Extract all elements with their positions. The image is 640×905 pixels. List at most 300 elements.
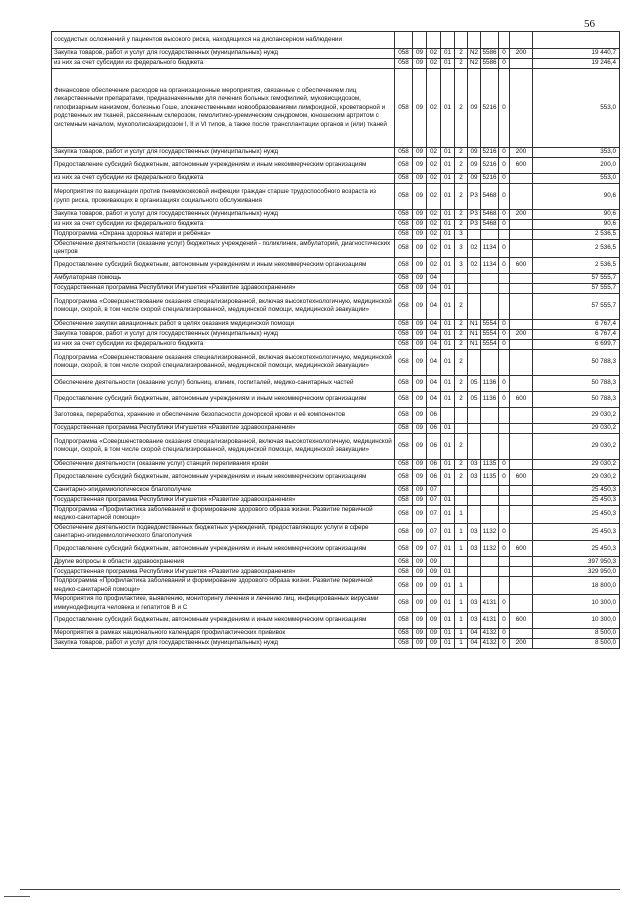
code-rz-cell: 09 [413, 505, 427, 523]
code-rz-cell: 09 [413, 541, 427, 557]
code-gr-cell: 058 [395, 541, 413, 557]
code-pr-cell: 02 [427, 69, 441, 148]
row-amount-cell: 553,0 [533, 69, 620, 148]
code-gr-cell: 058 [395, 174, 413, 184]
code-cs3-cell: 03 [468, 541, 481, 557]
code-cs3-cell: N2 [468, 49, 481, 59]
code-cs1-cell: 01 [441, 541, 455, 557]
code-rz-cell: 09 [413, 293, 427, 319]
code-rz-cell: 09 [413, 319, 427, 329]
code-vr-cell [510, 184, 533, 210]
code-pr-cell: 02 [427, 148, 441, 158]
code-cs4-cell [481, 349, 499, 375]
code-cs2-cell: 1 [455, 505, 468, 523]
code-vr-cell [510, 230, 533, 240]
code-vr-cell [510, 174, 533, 184]
code-cs3-cell: 05 [468, 391, 481, 407]
row-amount-cell: 2 536,5 [533, 240, 620, 258]
table-row [52, 391, 620, 407]
code-vr-cell [510, 69, 533, 148]
code-cs4-cell: 1134 [481, 240, 499, 258]
code-cs2-cell: 2 [455, 459, 468, 469]
code-cs5-cell: 0 [499, 148, 510, 158]
code-rz-cell: 09 [413, 257, 427, 273]
code-rz-cell: 09 [413, 577, 427, 595]
code-cs3-cell: P3 [468, 184, 481, 210]
code-cs1-cell: 01 [441, 230, 455, 240]
code-cs2-cell: 3 [455, 230, 468, 240]
code-cs5-cell: 0 [499, 391, 510, 407]
row-amount-cell: 29 030,2 [533, 407, 620, 423]
code-cs1-cell: 01 [441, 220, 455, 230]
code-pr-cell: 02 [427, 210, 441, 220]
code-cs1-cell: 01 [441, 210, 455, 220]
table-row [52, 184, 620, 210]
table-row [52, 613, 620, 629]
code-pr-cell: 06 [427, 459, 441, 469]
code-cs1-cell [441, 273, 455, 283]
code-vr-cell [510, 407, 533, 423]
table-row [52, 505, 620, 523]
code-cs4-cell: 5554 [481, 339, 499, 349]
code-cs4-cell [481, 423, 499, 433]
code-pr-cell: 06 [427, 433, 441, 459]
code-cs5-cell [499, 485, 510, 495]
code-vr-cell: 600 [510, 257, 533, 273]
code-vr-cell [510, 283, 533, 293]
row-name-cell: Амбулаторная помощь [52, 273, 395, 283]
code-vr-cell [510, 220, 533, 230]
table-row [52, 240, 620, 258]
row-name-cell: Государственная программа Республики Ингушетия «Развитие здравоохранения» [52, 423, 395, 433]
code-gr-cell: 058 [395, 329, 413, 339]
code-cs1-cell: 01 [441, 148, 455, 158]
code-cs1-cell [441, 32, 455, 49]
code-cs1-cell: 01 [441, 329, 455, 339]
code-cs3-cell: 03 [468, 469, 481, 485]
code-pr-cell: 09 [427, 577, 441, 595]
code-pr-cell: 04 [427, 273, 441, 283]
code-gr-cell: 058 [395, 613, 413, 629]
code-cs4-cell: 1134 [481, 257, 499, 273]
row-name-cell: Обеспечение деятельности (оказание услуг) больниц, клиник, госпиталей, медико-санитарных частей [52, 375, 395, 391]
code-cs5-cell [499, 283, 510, 293]
code-cs2-cell: 2 [455, 349, 468, 375]
row-amount-cell: 25 450,3 [533, 485, 620, 495]
row-amount-cell: 6 699,7 [533, 339, 620, 349]
table-row [52, 293, 620, 319]
code-cs5-cell [499, 230, 510, 240]
code-vr-cell [510, 349, 533, 375]
table-row [52, 567, 620, 577]
code-cs4-cell: 5586 [481, 59, 499, 69]
row-name-cell: Обеспечение деятельности (оказание услуг) бюджетных учреждений - поликлиник, амбулаторий, диагностических центров [52, 240, 395, 258]
table-row [52, 158, 620, 174]
code-rz-cell: 09 [413, 148, 427, 158]
budget-table [51, 31, 620, 649]
row-name-cell: Подпрограмма «Профилактика заболеваний и формирование здорового образа жизни. Развитие первичной медико-санитарной помощи» [52, 505, 395, 523]
code-cs1-cell: 01 [441, 59, 455, 69]
code-pr-cell [427, 32, 441, 49]
row-amount-cell: 50 788,3 [533, 375, 620, 391]
code-gr-cell: 058 [395, 567, 413, 577]
row-amount-cell: 2 536,5 [533, 257, 620, 273]
code-cs1-cell: 01 [441, 240, 455, 258]
code-rz-cell: 09 [413, 407, 427, 423]
code-cs3-cell: P3 [468, 220, 481, 230]
table-row [52, 639, 620, 649]
code-cs4-cell: 4132 [481, 629, 499, 639]
code-cs2-cell [455, 423, 468, 433]
table-row [52, 407, 620, 423]
row-amount-cell: 90,6 [533, 220, 620, 230]
row-name-cell: Обеспечение закупки авиационных работ в целях оказания медицинской помощи [52, 319, 395, 329]
code-vr-cell [510, 339, 533, 349]
row-name-cell: Подпрограмма «Охрана здоровья матери и ребёнка» [52, 230, 395, 240]
row-amount-cell: 18 800,0 [533, 577, 620, 595]
code-rz-cell: 09 [413, 613, 427, 629]
bottom-rule-mark [4, 896, 30, 897]
code-gr-cell [395, 32, 413, 49]
code-cs3-cell [468, 349, 481, 375]
row-amount-cell: 25 450,3 [533, 523, 620, 541]
code-gr-cell: 058 [395, 339, 413, 349]
code-rz-cell: 09 [413, 523, 427, 541]
code-cs5-cell: 0 [499, 541, 510, 557]
code-gr-cell: 058 [395, 158, 413, 174]
code-cs2-cell: 2 [455, 59, 468, 69]
code-cs5-cell [499, 567, 510, 577]
code-rz-cell: 09 [413, 595, 427, 613]
code-pr-cell: 02 [427, 240, 441, 258]
table-row [52, 329, 620, 339]
table-row [52, 485, 620, 495]
code-pr-cell: 09 [427, 567, 441, 577]
code-cs3-cell [468, 433, 481, 459]
code-cs5-cell: 0 [499, 595, 510, 613]
code-gr-cell: 058 [395, 505, 413, 523]
code-pr-cell: 07 [427, 485, 441, 495]
code-rz-cell: 09 [413, 459, 427, 469]
code-rz-cell: 09 [413, 629, 427, 639]
row-name-cell: сосудистых осложнений у пациентов высокого риска, находящихся на диспансерном наблюдении [52, 32, 395, 49]
code-vr-cell [510, 273, 533, 283]
row-name-cell: Обеспечение деятельности (оказание услуг) станций переливания крови [52, 459, 395, 469]
code-cs1-cell: 01 [441, 595, 455, 613]
code-cs2-cell: 2 [455, 329, 468, 339]
row-amount-cell: 25 450,3 [533, 541, 620, 557]
code-cs3-cell: 03 [468, 595, 481, 613]
code-cs3-cell [468, 485, 481, 495]
row-amount-cell: 50 788,3 [533, 349, 620, 375]
code-cs4-cell: 5216 [481, 174, 499, 184]
code-cs2-cell: 2 [455, 469, 468, 485]
code-cs5-cell: 0 [499, 257, 510, 273]
code-cs2-cell [455, 557, 468, 567]
row-amount-cell: 90,6 [533, 184, 620, 210]
row-name-cell: Мероприятия в рамках национального календаря профилактических прививок [52, 629, 395, 639]
code-cs4-cell [481, 32, 499, 49]
table-row [52, 319, 620, 329]
code-vr-cell: 200 [510, 329, 533, 339]
code-cs5-cell: 0 [499, 523, 510, 541]
code-cs3-cell [468, 505, 481, 523]
table-row [52, 557, 620, 567]
code-rz-cell: 09 [413, 349, 427, 375]
code-vr-cell [510, 557, 533, 567]
code-rz-cell: 09 [413, 283, 427, 293]
table-row [52, 220, 620, 230]
code-rz-cell: 09 [413, 230, 427, 240]
code-cs2-cell: 2 [455, 158, 468, 174]
table-row [52, 59, 620, 69]
row-amount-cell: 19 246,4 [533, 59, 620, 69]
code-pr-cell: 04 [427, 283, 441, 293]
code-vr-cell [510, 495, 533, 505]
code-gr-cell: 058 [395, 391, 413, 407]
code-cs5-cell: 0 [499, 329, 510, 339]
row-name-cell: из них за счет субсидии из федерального бюджета [52, 59, 395, 69]
table-row [52, 523, 620, 541]
code-rz-cell: 09 [413, 469, 427, 485]
code-cs2-cell: 1 [455, 639, 468, 649]
code-cs1-cell [441, 557, 455, 567]
code-cs4-cell [481, 230, 499, 240]
code-pr-cell: 09 [427, 629, 441, 639]
code-cs4-cell: 5586 [481, 49, 499, 59]
code-vr-cell [510, 523, 533, 541]
code-cs3-cell: 09 [468, 158, 481, 174]
code-rz-cell: 09 [413, 329, 427, 339]
code-pr-cell: 09 [427, 639, 441, 649]
table-row [52, 595, 620, 613]
row-name-cell: Обеспечение деятельности подведомственных бюджетных учреждений, предоставляющих услуги в сфере санитарно-эпидемиологического благополучия [52, 523, 395, 541]
code-vr-cell [510, 485, 533, 495]
code-vr-cell [510, 59, 533, 69]
code-vr-cell [510, 32, 533, 49]
code-cs5-cell [499, 32, 510, 49]
row-amount-cell: 29 030,2 [533, 459, 620, 469]
code-cs1-cell: 01 [441, 49, 455, 59]
code-gr-cell: 058 [395, 557, 413, 567]
code-cs2-cell: 1 [455, 613, 468, 629]
code-gr-cell: 058 [395, 293, 413, 319]
code-pr-cell: 07 [427, 505, 441, 523]
code-cs3-cell: 09 [468, 148, 481, 158]
code-pr-cell: 02 [427, 59, 441, 69]
code-cs2-cell [455, 283, 468, 293]
code-gr-cell: 058 [395, 240, 413, 258]
code-cs3-cell: 03 [468, 459, 481, 469]
code-cs5-cell [499, 407, 510, 423]
code-pr-cell: 06 [427, 407, 441, 423]
code-cs5-cell: 0 [499, 49, 510, 59]
row-amount-cell: 553,0 [533, 174, 620, 184]
code-cs3-cell: P3 [468, 210, 481, 220]
code-cs5-cell: 0 [499, 158, 510, 174]
row-amount-cell: 50 788,3 [533, 391, 620, 407]
code-cs3-cell [468, 273, 481, 283]
code-cs5-cell [499, 273, 510, 283]
row-name-cell: Предоставление субсидий бюджетным, автономным учреждениям и иным некоммерческим организациям [52, 257, 395, 273]
code-vr-cell [510, 375, 533, 391]
code-cs2-cell: 1 [455, 595, 468, 613]
row-name-cell: Другие вопросы в области здравоохранения [52, 557, 395, 567]
code-pr-cell: 06 [427, 469, 441, 485]
code-rz-cell: 09 [413, 639, 427, 649]
row-amount-cell: 29 030,2 [533, 423, 620, 433]
code-cs4-cell: 5216 [481, 158, 499, 174]
row-name-cell: Предоставление субсидий бюджетным, автономным учреждениям и иным некоммерческим организациям [52, 391, 395, 407]
code-gr-cell: 058 [395, 469, 413, 485]
row-name-cell: Финансовое обеспечение расходов на организационные мероприятия, связанные с обеспечением лиц лекарственными препаратами, предназначенными для лечения больных гемофилией, муковисцидозом, гипофизарным нанизмом, болезнью Гоше, злокачественными новообразованиями лимфоидной, кроветворной и родственных им тканей, рассеянным склерозом, гемолитико-уремическим синдромом, юношеским артритом с системным началом, мукополисахаридозом I, II и VI типов, а также после трансплантации органов и (или) тканей [52, 69, 395, 148]
code-cs5-cell: 0 [499, 613, 510, 629]
code-rz-cell: 09 [413, 485, 427, 495]
row-name-cell: Подпрограмма «Совершенствование оказания специализированной, включая высокотехнологичную, медицинской помощи, скорой, в том числе скорой специализированной, медицинской помощи, медицинской эвакуации» [52, 349, 395, 375]
row-name-cell: Закупка товаров, работ и услуг для государственных (муниципальных) нужд [52, 148, 395, 158]
code-cs2-cell: 2 [455, 148, 468, 158]
code-pr-cell: 02 [427, 230, 441, 240]
code-cs3-cell: 04 [468, 639, 481, 649]
code-cs3-cell: 09 [468, 174, 481, 184]
code-cs4-cell: 5554 [481, 329, 499, 339]
code-cs2-cell: 2 [455, 293, 468, 319]
table-row [52, 230, 620, 240]
code-rz-cell: 09 [413, 375, 427, 391]
code-cs2-cell: 2 [455, 319, 468, 329]
code-cs5-cell: 0 [499, 210, 510, 220]
code-cs5-cell: 0 [499, 184, 510, 210]
code-cs3-cell [468, 293, 481, 319]
code-cs3-cell: N1 [468, 329, 481, 339]
row-name-cell: Закупка товаров, работ и услуг для государственных (муниципальных) нужд [52, 329, 395, 339]
row-amount-cell: 200,0 [533, 158, 620, 174]
table-row [52, 423, 620, 433]
code-pr-cell: 04 [427, 391, 441, 407]
code-cs4-cell [481, 273, 499, 283]
code-gr-cell: 058 [395, 629, 413, 639]
code-rz-cell: 09 [413, 174, 427, 184]
row-name-cell: Предоставление субсидий бюджетным, автономным учреждениям и иным некоммерческим организациям [52, 469, 395, 485]
code-cs4-cell: 5216 [481, 69, 499, 148]
code-pr-cell: 02 [427, 49, 441, 59]
table-row [52, 257, 620, 273]
row-amount-cell: 10 300,0 [533, 595, 620, 613]
code-cs4-cell: 4132 [481, 639, 499, 649]
code-cs5-cell [499, 293, 510, 319]
code-cs5-cell [499, 349, 510, 375]
table-row [52, 148, 620, 158]
code-gr-cell: 058 [395, 257, 413, 273]
row-name-cell: Подпрограмма «Профилактика заболеваний и формирование здорового образа жизни. Развитие первичной медико-санитарной помощи» [52, 577, 395, 595]
code-cs5-cell [499, 433, 510, 459]
code-rz-cell: 09 [413, 433, 427, 459]
code-pr-cell: 04 [427, 375, 441, 391]
code-cs2-cell: 1 [455, 541, 468, 557]
code-gr-cell: 058 [395, 349, 413, 375]
code-cs3-cell [468, 495, 481, 505]
code-gr-cell: 058 [395, 375, 413, 391]
row-name-cell: Закупка товаров, работ и услуг для государственных (муниципальных) нужд [52, 639, 395, 649]
code-gr-cell: 058 [395, 423, 413, 433]
row-name-cell: Закупка товаров, работ и услуг для государственных (муниципальных) нужд [52, 210, 395, 220]
row-name-cell: из них за счет субсидии из федерального бюджета [52, 339, 395, 349]
row-amount-cell: 29 030,2 [533, 469, 620, 485]
code-cs5-cell [499, 505, 510, 523]
row-name-cell: Предоставление субсидий бюджетным, автономным учреждениям и иным некоммерческим организациям [52, 158, 395, 174]
code-cs1-cell: 01 [441, 459, 455, 469]
code-gr-cell: 058 [395, 230, 413, 240]
row-amount-cell: 10 300,0 [533, 613, 620, 629]
code-vr-cell [510, 629, 533, 639]
code-cs1-cell: 01 [441, 69, 455, 148]
row-amount-cell [533, 32, 620, 49]
code-cs3-cell: 09 [468, 69, 481, 148]
code-cs1-cell: 01 [441, 293, 455, 319]
table-row [52, 273, 620, 283]
code-cs1-cell: 01 [441, 339, 455, 349]
row-amount-cell: 2 536,5 [533, 230, 620, 240]
code-cs4-cell [481, 505, 499, 523]
code-rz-cell: 09 [413, 184, 427, 210]
code-pr-cell: 02 [427, 257, 441, 273]
code-cs1-cell: 01 [441, 391, 455, 407]
code-rz-cell: 09 [413, 59, 427, 69]
row-name-cell: Предоставление субсидий бюджетным, автономным учреждениям и иным некоммерческим организациям [52, 541, 395, 557]
code-rz-cell: 09 [413, 567, 427, 577]
code-pr-cell: 07 [427, 495, 441, 505]
code-gr-cell: 058 [395, 148, 413, 158]
code-gr-cell: 058 [395, 523, 413, 541]
code-gr-cell: 058 [395, 433, 413, 459]
code-cs3-cell [468, 32, 481, 49]
code-cs5-cell: 0 [499, 339, 510, 349]
code-rz-cell [413, 32, 427, 49]
row-name-cell: Подпрограмма «Совершенствование оказания специализированной, включая высокотехнологичную, медицинской помощи, скорой, в том числе скорой специализированной, медицинской помощи, медицинской эвакуации» [52, 433, 395, 459]
code-cs5-cell: 0 [499, 639, 510, 649]
code-cs1-cell: 01 [441, 495, 455, 505]
code-cs2-cell [455, 273, 468, 283]
code-vr-cell [510, 433, 533, 459]
code-cs5-cell: 0 [499, 69, 510, 148]
code-cs2-cell: 1 [455, 629, 468, 639]
code-cs2-cell: 2 [455, 220, 468, 230]
code-rz-cell: 09 [413, 339, 427, 349]
row-amount-cell: 25 450,3 [533, 505, 620, 523]
table-row [52, 459, 620, 469]
code-cs2-cell: 1 [455, 523, 468, 541]
code-cs2-cell: 2 [455, 375, 468, 391]
code-cs2-cell: 2 [455, 184, 468, 210]
code-vr-cell [510, 293, 533, 319]
code-cs2-cell [455, 485, 468, 495]
code-cs5-cell: 0 [499, 469, 510, 485]
code-cs4-cell: 1132 [481, 541, 499, 557]
code-cs4-cell: 1135 [481, 469, 499, 485]
table-row [52, 210, 620, 220]
code-cs1-cell: 01 [441, 469, 455, 485]
code-cs3-cell [468, 577, 481, 595]
code-gr-cell: 058 [395, 495, 413, 505]
code-vr-cell [510, 423, 533, 433]
code-rz-cell: 09 [413, 158, 427, 174]
code-gr-cell: 058 [395, 485, 413, 495]
code-cs3-cell [468, 567, 481, 577]
code-cs2-cell: 2 [455, 433, 468, 459]
row-amount-cell: 353,0 [533, 148, 620, 158]
code-gr-cell: 058 [395, 577, 413, 595]
row-amount-cell: 19 440,7 [533, 49, 620, 59]
